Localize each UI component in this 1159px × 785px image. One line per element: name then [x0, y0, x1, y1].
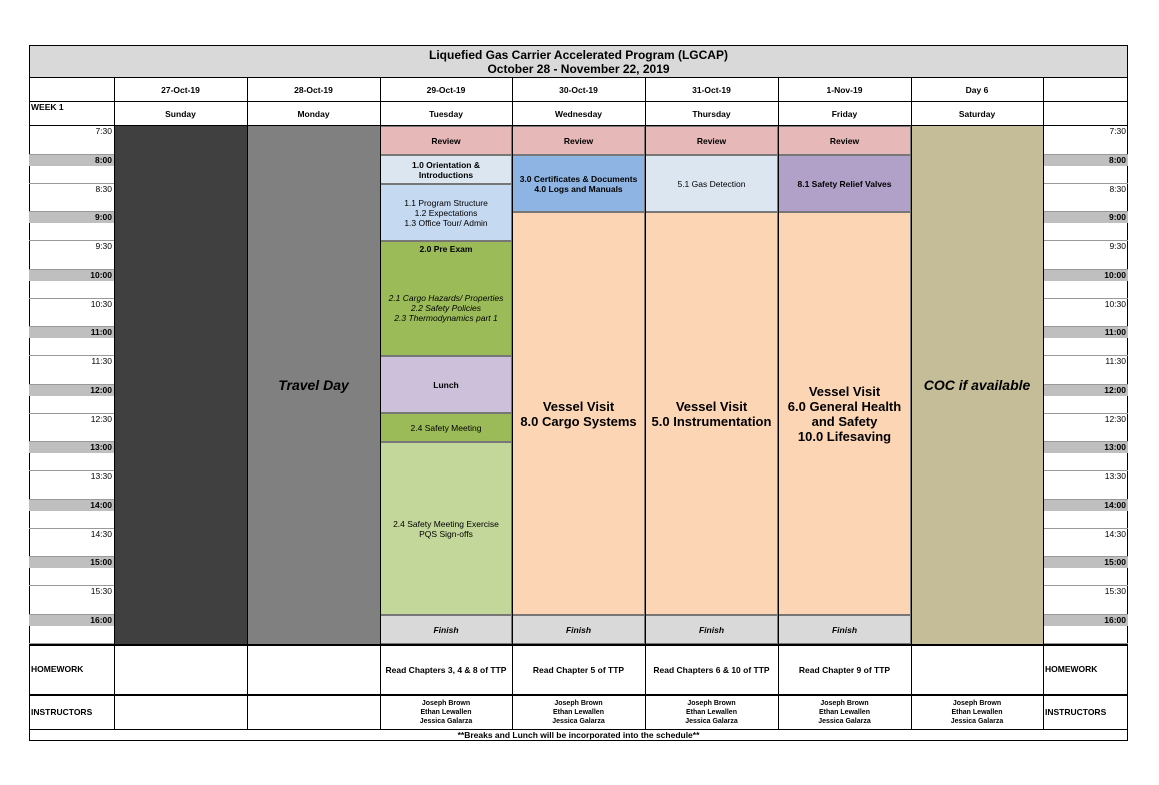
- schedule-title: [29, 45, 1128, 78]
- time-label: 7:30: [1109, 126, 1126, 136]
- thu-vessel-visit: [645, 212, 778, 615]
- time-label: 13:30: [1104, 471, 1126, 481]
- day-date-6: Day 6: [965, 84, 989, 95]
- wed-vessel-visit: [512, 212, 645, 615]
- time-label: 14:00: [90, 499, 112, 510]
- time-label: 12:30: [1104, 413, 1126, 424]
- thu-visit-2: 5.0 Instrumentation: [651, 413, 772, 429]
- instructors-cell: [778, 696, 911, 728]
- finish-thursday: Finish: [645, 615, 778, 644]
- wed-visit-1: Vessel Visit: [542, 398, 615, 414]
- finish-friday: Finish: [778, 615, 911, 644]
- wed-visit-2: 8.0 Cargo Systems: [520, 413, 637, 429]
- tue-program-2: 1.2 Expectations: [414, 207, 478, 218]
- tue-orientation: 1.0 Orientation & Introductions: [380, 155, 512, 184]
- time-label: 12:00: [90, 384, 112, 395]
- day-name-3: Wednesday: [554, 109, 603, 119]
- time-label: 15:30: [90, 586, 112, 596]
- footnote: **Breaks and Lunch will be incorporated into the schedule**: [457, 730, 700, 740]
- time-label: 10:30: [90, 298, 112, 309]
- instructor-name: Jessica Galarza: [950, 717, 1004, 725]
- instructor-name: Ethan Lewallen: [951, 708, 1003, 716]
- tue-program-3: 1.3 Office Tour/ Admin: [404, 217, 488, 228]
- homework-label-left: HOMEWORK: [31, 664, 84, 674]
- time-label: 11:30: [91, 356, 112, 366]
- time-label: 9:30: [95, 241, 112, 251]
- instructor-name: Ethan Lewallen: [553, 708, 604, 716]
- fri-valves: 8.1 Safety Relief Valves: [778, 155, 911, 212]
- time-label: 14:00: [1104, 499, 1126, 510]
- tue-safety-meeting: 2.4 Safety Meeting: [380, 413, 512, 442]
- time-label: 14:30: [90, 528, 112, 539]
- title-line1: Liquefied Gas Carrier Accelerated Program (LGCAP): [429, 47, 728, 62]
- tue-program-1: 1.1 Program Structure: [404, 197, 488, 208]
- instructors-label-right: INSTRUCTORS: [1045, 707, 1107, 717]
- instructor-name: Jessica Galarza: [552, 717, 605, 725]
- sunday-column: [114, 126, 247, 644]
- time-label: 15:30: [1104, 586, 1126, 596]
- fri-visit-3: and Safety: [811, 413, 878, 429]
- column-divider-6: [911, 78, 912, 729]
- wed-certs: [512, 155, 645, 212]
- instructor-name: Ethan Lewallen: [686, 708, 737, 716]
- time-label: 11:30: [1105, 356, 1126, 366]
- time-label: 8:30: [95, 183, 112, 194]
- time-label: 12:30: [90, 413, 112, 424]
- instructor-name: Joseph Brown: [554, 699, 603, 707]
- wed-certs-1: 3.0 Certificates & Documents: [519, 173, 638, 184]
- homework-tuesday: Read Chapters 3, 4 & 8 of TTP: [385, 665, 507, 675]
- tue-program: [380, 184, 512, 241]
- time-label: 8:30: [1109, 183, 1126, 194]
- thu-visit-1: Vessel Visit: [675, 398, 748, 414]
- time-label: 11:00: [1104, 327, 1126, 338]
- homework-wednesday: Read Chapter 5 of TTP: [532, 665, 625, 675]
- fri-visit-2: 6.0 General Health: [787, 398, 902, 414]
- time-label: 10:00: [90, 269, 112, 280]
- instructor-name: Jessica Galarza: [419, 717, 473, 725]
- instructor-name: Joseph Brown: [820, 699, 869, 707]
- day-name-0: Sunday: [165, 109, 196, 119]
- column-divider-7: [1043, 78, 1044, 729]
- instructor-name: Ethan Lewallen: [420, 708, 472, 716]
- day-name-4: Thursday: [692, 109, 731, 119]
- header-line-0: [29, 101, 1128, 102]
- fri-visit-1: Vessel Visit: [808, 383, 881, 399]
- instructor-name: Joseph Brown: [421, 699, 471, 707]
- title-line2: October 28 - November 22, 2019: [487, 61, 670, 76]
- finish-wednesday: Finish: [512, 615, 645, 644]
- instructors-cell: [380, 696, 512, 728]
- tue-exercise-1: 2.4 Safety Meeting Exercise: [393, 518, 499, 529]
- wed-certs-2: 4.0 Logs and Manuals: [534, 183, 623, 194]
- tue-hazards-1: 2.1 Cargo Hazards/ Properties: [388, 293, 504, 303]
- time-label: 11:00: [90, 327, 112, 338]
- column-divider-5: [778, 78, 779, 729]
- time-label: 8:00: [1108, 154, 1126, 165]
- instructor-name: Jessica Galarza: [685, 717, 738, 725]
- fri-visit-4: 10.0 Lifesaving: [797, 428, 892, 444]
- day-date-3: 30-Oct-19: [559, 84, 598, 95]
- tue-lunch: Lunch: [380, 356, 512, 413]
- tue-exercise: [380, 442, 512, 615]
- day-date-2: 29-Oct-19: [426, 84, 466, 95]
- homework-label-right: HOMEWORK: [1045, 664, 1098, 674]
- instructor-name: Ethan Lewallen: [819, 708, 870, 716]
- instructor-name: Joseph Brown: [687, 699, 736, 707]
- instructors-label-left: INSTRUCTORS: [31, 707, 93, 717]
- tue-preexam-label: 2.0 Pre Exam: [419, 244, 473, 254]
- travel-day-label: Travel Day: [278, 377, 349, 393]
- time-label: 7:30: [95, 126, 112, 136]
- saturday-coc: [911, 126, 1043, 644]
- instructors-cell: [645, 696, 778, 728]
- time-label: 13:00: [90, 442, 112, 453]
- day-name-2: Tuesday: [429, 109, 463, 119]
- day-name-1: Monday: [297, 109, 330, 119]
- time-label: 15:00: [90, 557, 112, 568]
- time-label: 15:00: [1104, 557, 1126, 568]
- review-friday: Review: [778, 126, 911, 155]
- fri-vessel-visit: [778, 212, 911, 615]
- tue-hazards-2: 2.2 Safety Policies: [411, 303, 481, 313]
- time-label: 13:00: [1104, 442, 1126, 453]
- day-date-1: 28-Oct-19: [294, 84, 333, 95]
- day-date-0: 27-Oct-19: [161, 84, 200, 95]
- column-divider-0: [114, 78, 115, 729]
- monday-travel-day: [247, 126, 380, 644]
- instructors-cell: [911, 696, 1043, 728]
- review-tuesday: Review: [380, 126, 512, 155]
- instructor-name: Jessica Galarza: [818, 717, 871, 725]
- column-divider-3: [512, 78, 513, 729]
- tue-hazards-3: 2.3 Thermodynamics part 1: [394, 313, 498, 323]
- day-date-4: 31-Oct-19: [692, 84, 731, 95]
- coc-label: COC if available: [923, 377, 1031, 393]
- day-name-5: Friday: [831, 109, 858, 119]
- column-divider-2: [380, 78, 381, 729]
- time-label: 16:00: [90, 614, 112, 625]
- review-wednesday: Review: [512, 126, 645, 155]
- time-label: 9:00: [94, 212, 112, 223]
- homework-friday: Read Chapter 9 of TTP: [798, 665, 891, 675]
- time-label: 10:30: [1104, 298, 1126, 309]
- time-label: 14:30: [1104, 528, 1126, 539]
- time-label: 8:00: [94, 154, 112, 165]
- time-label: 16:00: [1104, 614, 1126, 625]
- day-date-5: 1-Nov-19: [826, 84, 863, 95]
- column-divider-4: [645, 78, 646, 729]
- finish-tuesday: Finish: [380, 615, 512, 644]
- time-label: 9:00: [1108, 212, 1126, 223]
- thu-gas-detection: 5.1 Gas Detection: [645, 155, 778, 212]
- time-label: 9:30: [1109, 241, 1126, 251]
- day-name-6: Saturday: [958, 109, 996, 119]
- time-label: 13:30: [90, 471, 112, 481]
- week-label: WEEK 1: [31, 102, 64, 112]
- tue-preexam: [380, 241, 512, 356]
- tue-exercise-2: PQS Sign-offs: [419, 528, 473, 539]
- homework-thursday: Read Chapters 6 & 10 of TTP: [653, 665, 770, 675]
- time-label: 12:00: [1104, 384, 1126, 395]
- instructor-name: Joseph Brown: [952, 699, 1002, 707]
- time-label: 10:00: [1104, 269, 1126, 280]
- instructors-cell: [512, 696, 645, 728]
- column-divider-1: [247, 78, 248, 729]
- review-thursday: Review: [645, 126, 778, 155]
